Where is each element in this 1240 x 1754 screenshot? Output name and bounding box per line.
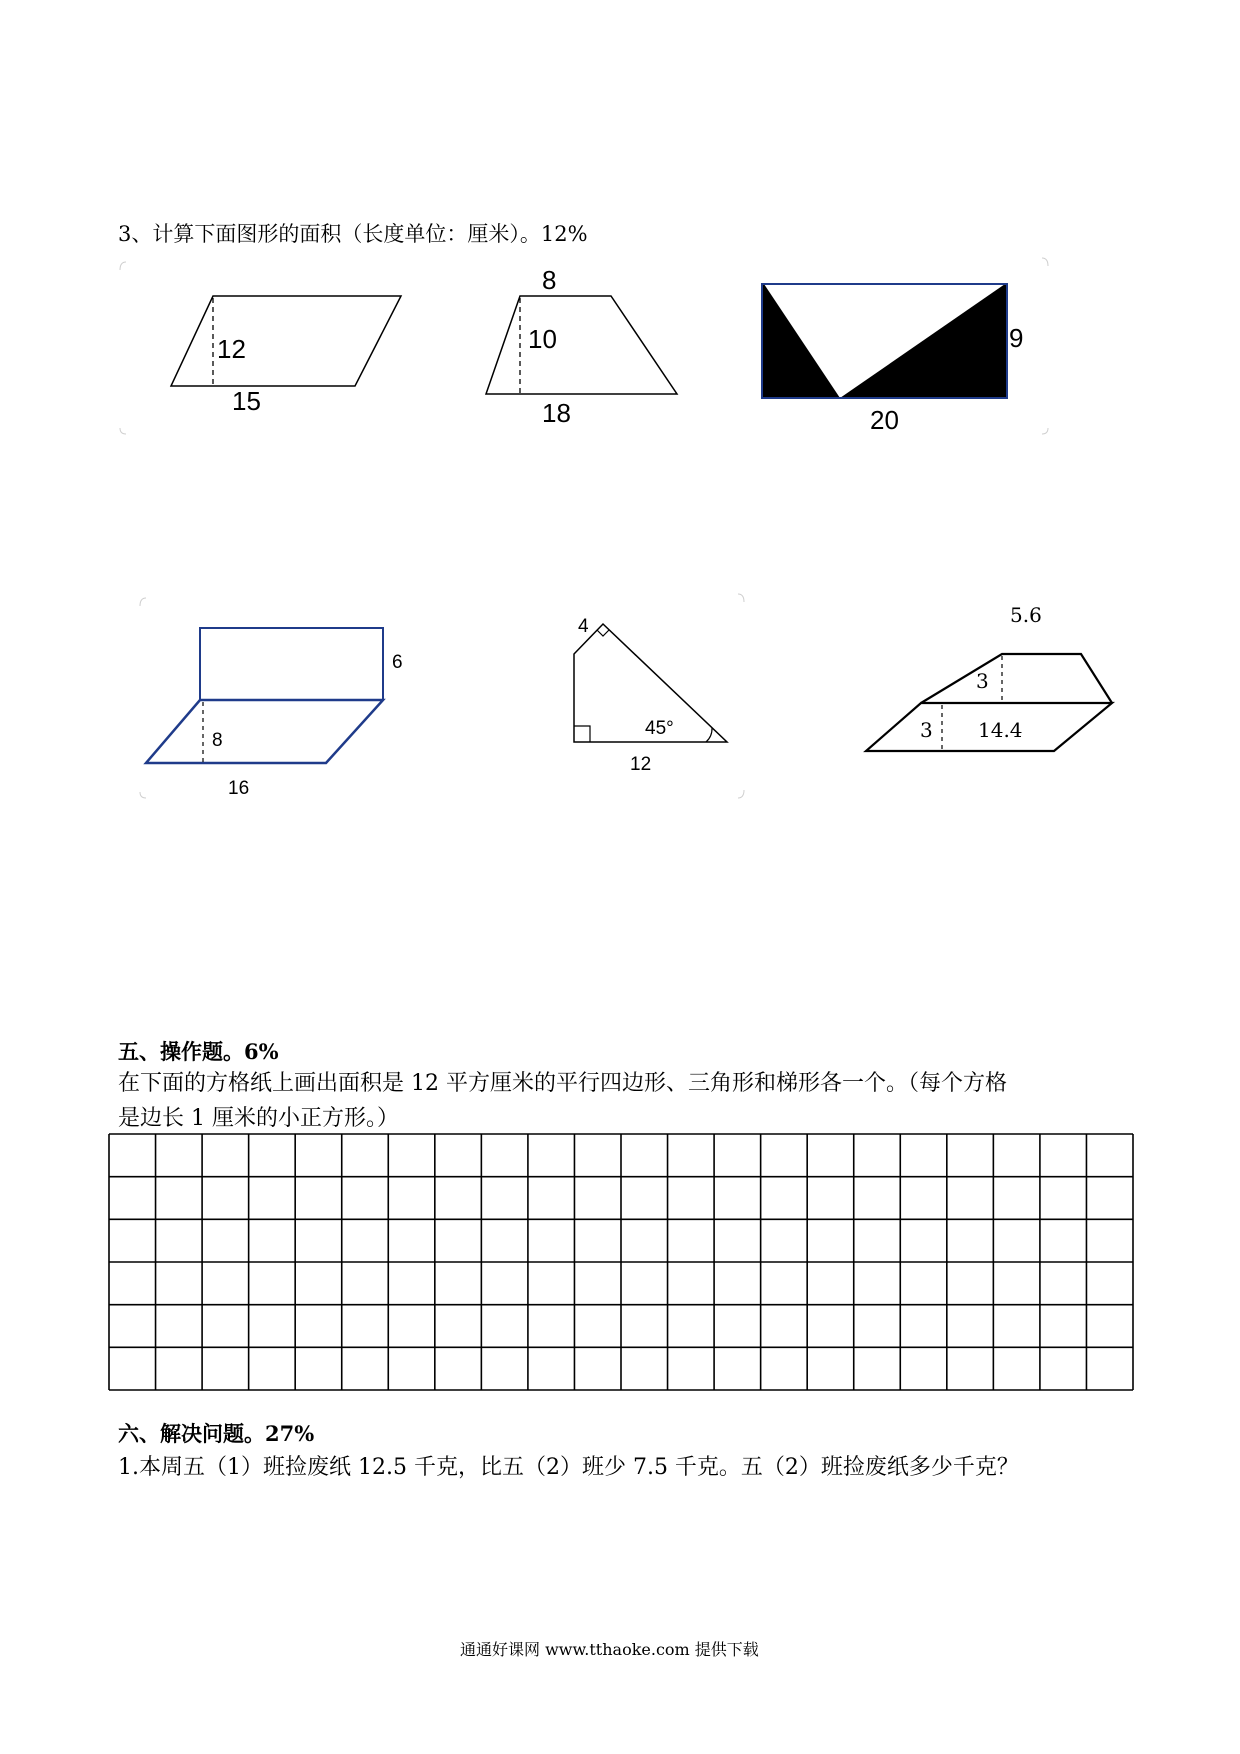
parallelogram-height-label: 12 (217, 334, 246, 364)
pentagon-top-label: 4 (578, 616, 589, 637)
parallelogram-base-label: 15 (232, 386, 261, 416)
trapezoid-figure (486, 265, 677, 428)
trapezoid-bottom-label: 18 (542, 398, 571, 428)
rectangle-parallelogram-figure (146, 628, 403, 799)
trapezoid-height-label: 10 (528, 324, 557, 354)
para-base-label: 16 (228, 778, 250, 799)
section-6-question-1: 1.本周五（1）班捡废纸 12.5 千克，比五（2）班少 7.5 千克。五（2）班捡废纸多少千克？ (118, 1455, 1019, 1480)
rectangle-triangles-figure (762, 284, 1023, 435)
frame-corners-row2 (140, 594, 744, 798)
composite-lower-height-label: 3 (920, 718, 933, 742)
pentagon-angle-label: 45° (645, 718, 674, 739)
footer-source: 通通好课网 www.tthaoke.com 提供下载 (460, 1640, 759, 1659)
trapezoid-top-label: 8 (542, 265, 557, 295)
rectangle-height-label: 9 (1009, 323, 1024, 353)
rect-height-label: 6 (392, 652, 403, 673)
pentagon-figure (574, 616, 727, 775)
pentagon-base-label: 12 (630, 754, 652, 775)
para-height-label: 8 (212, 730, 223, 751)
composite-upper-height-label: 3 (976, 669, 989, 693)
composite-figure (866, 603, 1112, 751)
question-3-text: 3、计算下面图形的面积（长度单位：厘米）。12% (118, 222, 588, 246)
parallelogram-figure (171, 296, 401, 416)
section-5-heading: 五、操作题。6% (118, 1039, 279, 1064)
section-6-heading: 六、解决问题。27% (118, 1421, 315, 1446)
rectangle-width-label: 20 (870, 405, 899, 435)
composite-top-label: 5.6 (1010, 603, 1042, 627)
section-5-instruction-line1: 在下面的方格纸上画出面积是 12 平方厘米的平行四边形、三角形和梯形各一个。（每个方格 (118, 1071, 1007, 1096)
square-grid-paper[interactable] (108, 1133, 1134, 1391)
composite-middle-label: 14.4 (978, 718, 1023, 742)
section-5-instruction-line2: 是边长 1 厘米的小正方形。） (118, 1106, 399, 1131)
